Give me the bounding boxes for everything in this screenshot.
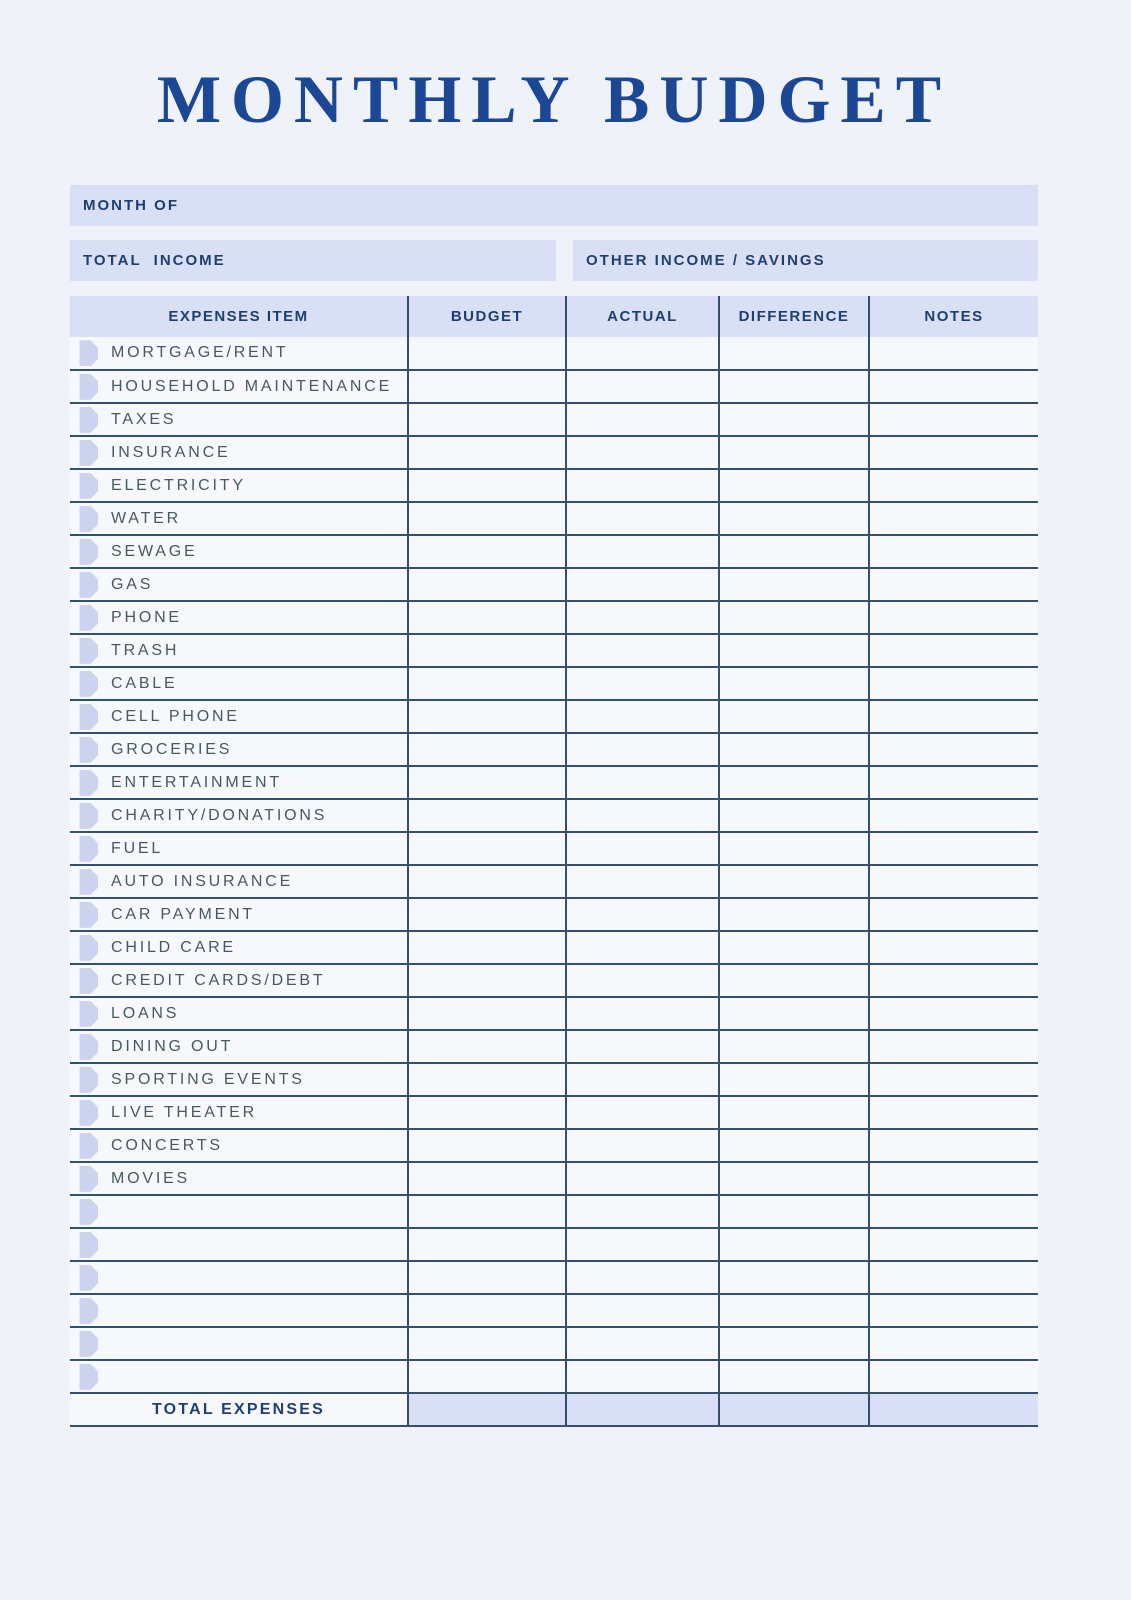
expense-row bbox=[70, 403, 1038, 436]
expense-item-cell bbox=[70, 931, 408, 964]
budget-cell[interactable] bbox=[408, 337, 566, 370]
octagon-bullet-icon bbox=[72, 1199, 98, 1225]
expense-item-cell bbox=[70, 337, 408, 370]
actual-cell[interactable] bbox=[566, 1129, 719, 1162]
difference-cell[interactable] bbox=[719, 1162, 869, 1195]
expense-item-label: TRASH bbox=[111, 641, 180, 659]
actual-cell[interactable] bbox=[566, 766, 719, 799]
expense-item-label: CREDIT CARDS/DEBT bbox=[111, 971, 326, 989]
octagon-bullet-icon bbox=[72, 1232, 98, 1258]
notes-cell[interactable] bbox=[869, 733, 1038, 766]
month-of-field[interactable] bbox=[70, 185, 1038, 226]
actual-cell[interactable] bbox=[566, 634, 719, 667]
expense-row bbox=[70, 1030, 1038, 1063]
total-difference-cell[interactable] bbox=[719, 1393, 869, 1426]
month-of-label: MONTH OF bbox=[83, 197, 179, 215]
octagon-bullet-icon bbox=[72, 440, 98, 466]
expense-item-cell bbox=[70, 502, 408, 535]
actual-cell[interactable] bbox=[566, 700, 719, 733]
notes-cell[interactable] bbox=[869, 634, 1038, 667]
expense-row bbox=[70, 1294, 1038, 1327]
difference-cell[interactable] bbox=[719, 1261, 869, 1294]
budget-cell[interactable] bbox=[408, 1261, 566, 1294]
budget-cell[interactable] bbox=[408, 1162, 566, 1195]
actual-cell[interactable] bbox=[566, 799, 719, 832]
expense-item-label: CABLE bbox=[111, 674, 178, 692]
expenses-table-header bbox=[70, 296, 1038, 337]
notes-cell[interactable] bbox=[869, 1294, 1038, 1327]
expense-item-label: LIVE THEATER bbox=[111, 1103, 257, 1121]
total-actual-cell[interactable] bbox=[566, 1393, 719, 1426]
column-header-expenses-item: EXPENSES ITEM bbox=[70, 296, 408, 337]
octagon-bullet-icon bbox=[72, 340, 98, 366]
budget-cell[interactable] bbox=[408, 1030, 566, 1063]
difference-cell[interactable] bbox=[719, 1129, 869, 1162]
octagon-bullet-icon bbox=[72, 572, 98, 598]
octagon-bullet-icon bbox=[72, 770, 98, 796]
expense-row bbox=[70, 766, 1038, 799]
octagon-bullet-icon bbox=[72, 1001, 98, 1027]
total-budget-cell[interactable] bbox=[408, 1393, 566, 1426]
expenses-table bbox=[70, 296, 1038, 1427]
expense-row bbox=[70, 1162, 1038, 1195]
expense-item-cell bbox=[70, 733, 408, 766]
octagon-bullet-icon bbox=[72, 836, 98, 862]
difference-cell[interactable] bbox=[719, 370, 869, 403]
notes-cell[interactable] bbox=[869, 436, 1038, 469]
budget-cell[interactable] bbox=[408, 898, 566, 931]
expense-item-label: CHILD CARE bbox=[111, 938, 236, 956]
difference-cell[interactable] bbox=[719, 337, 869, 370]
actual-cell[interactable] bbox=[566, 337, 719, 370]
octagon-bullet-icon bbox=[72, 1034, 98, 1060]
expense-item-cell bbox=[70, 436, 408, 469]
expense-item-label: ENTERTAINMENT bbox=[111, 773, 282, 791]
difference-cell[interactable] bbox=[719, 700, 869, 733]
difference-cell[interactable] bbox=[719, 898, 869, 931]
expense-item-cell bbox=[70, 1030, 408, 1063]
octagon-bullet-icon bbox=[72, 1166, 98, 1192]
budget-cell[interactable] bbox=[408, 1228, 566, 1261]
actual-cell[interactable] bbox=[566, 898, 719, 931]
expense-item-label: GAS bbox=[111, 575, 154, 593]
budget-cell[interactable] bbox=[408, 799, 566, 832]
expense-item-cell bbox=[70, 1096, 408, 1129]
octagon-bullet-icon bbox=[72, 803, 98, 829]
expense-row bbox=[70, 964, 1038, 997]
expense-row bbox=[70, 799, 1038, 832]
budget-cell[interactable] bbox=[408, 535, 566, 568]
expense-item-label: HOUSEHOLD MAINTENANCE bbox=[111, 377, 393, 395]
expense-row bbox=[70, 469, 1038, 502]
expense-item-label: ELECTRICITY bbox=[111, 476, 246, 494]
actual-cell[interactable] bbox=[566, 1195, 719, 1228]
actual-cell[interactable] bbox=[566, 964, 719, 997]
expense-item-cell bbox=[70, 634, 408, 667]
expense-item-label: LOANS bbox=[111, 1004, 180, 1022]
difference-cell[interactable] bbox=[719, 535, 869, 568]
difference-cell[interactable] bbox=[719, 964, 869, 997]
actual-cell[interactable] bbox=[566, 436, 719, 469]
expense-item-label: CELL PHONE bbox=[111, 707, 240, 725]
total-expenses-label: TOTAL EXPENSES bbox=[70, 1393, 408, 1426]
total-income-field[interactable] bbox=[70, 240, 556, 281]
budget-cell[interactable] bbox=[408, 1096, 566, 1129]
expense-item-cell bbox=[70, 832, 408, 865]
difference-cell[interactable] bbox=[719, 634, 869, 667]
expense-item-cell bbox=[70, 1195, 408, 1228]
octagon-bullet-icon bbox=[72, 473, 98, 499]
expense-row bbox=[70, 997, 1038, 1030]
actual-cell[interactable] bbox=[566, 601, 719, 634]
octagon-bullet-icon bbox=[72, 869, 98, 895]
expense-row bbox=[70, 1327, 1038, 1360]
notes-cell[interactable] bbox=[869, 799, 1038, 832]
expense-item-cell bbox=[70, 370, 408, 403]
budget-cell[interactable] bbox=[408, 931, 566, 964]
difference-cell[interactable] bbox=[719, 568, 869, 601]
actual-cell[interactable] bbox=[566, 931, 719, 964]
expense-item-cell bbox=[70, 403, 408, 436]
expense-item-label: MOVIES bbox=[111, 1169, 191, 1187]
notes-cell[interactable] bbox=[869, 898, 1038, 931]
column-header-actual: ACTUAL bbox=[566, 296, 719, 337]
notes-cell[interactable] bbox=[869, 403, 1038, 436]
expense-row bbox=[70, 502, 1038, 535]
budget-cell[interactable] bbox=[408, 766, 566, 799]
expense-item-cell bbox=[70, 535, 408, 568]
difference-cell[interactable] bbox=[719, 766, 869, 799]
expense-item-cell bbox=[70, 700, 408, 733]
expense-item-label: AUTO INSURANCE bbox=[111, 872, 294, 890]
notes-cell[interactable] bbox=[869, 337, 1038, 370]
expense-item-label: DINING OUT bbox=[111, 1037, 234, 1055]
expense-item-cell bbox=[70, 568, 408, 601]
expense-item-cell bbox=[70, 601, 408, 634]
actual-cell[interactable] bbox=[566, 568, 719, 601]
octagon-bullet-icon bbox=[72, 1331, 98, 1357]
budget-cell[interactable] bbox=[408, 865, 566, 898]
total-notes-cell[interactable] bbox=[869, 1393, 1038, 1426]
expense-item-cell bbox=[70, 898, 408, 931]
budget-cell[interactable] bbox=[408, 733, 566, 766]
difference-cell[interactable] bbox=[719, 997, 869, 1030]
octagon-bullet-icon bbox=[72, 968, 98, 994]
expense-row bbox=[70, 832, 1038, 865]
budget-cell[interactable] bbox=[408, 964, 566, 997]
expense-row bbox=[70, 1129, 1038, 1162]
budget-cell[interactable] bbox=[408, 1063, 566, 1096]
difference-cell[interactable] bbox=[719, 403, 869, 436]
notes-cell[interactable] bbox=[869, 1129, 1038, 1162]
notes-cell[interactable] bbox=[869, 370, 1038, 403]
expense-item-cell bbox=[70, 667, 408, 700]
notes-cell[interactable] bbox=[869, 601, 1038, 634]
difference-cell[interactable] bbox=[719, 436, 869, 469]
notes-cell[interactable] bbox=[869, 832, 1038, 865]
expense-item-cell bbox=[70, 964, 408, 997]
expense-item-label: PHONE bbox=[111, 608, 182, 626]
expense-row bbox=[70, 700, 1038, 733]
expense-item-cell bbox=[70, 1294, 408, 1327]
difference-cell[interactable] bbox=[719, 865, 869, 898]
difference-cell[interactable] bbox=[719, 1294, 869, 1327]
expense-row bbox=[70, 1360, 1038, 1393]
budget-cell[interactable] bbox=[408, 1195, 566, 1228]
budget-cell[interactable] bbox=[408, 997, 566, 1030]
notes-cell[interactable] bbox=[869, 1063, 1038, 1096]
budget-cell[interactable] bbox=[408, 502, 566, 535]
difference-cell[interactable] bbox=[719, 1228, 869, 1261]
notes-cell[interactable] bbox=[869, 1327, 1038, 1360]
difference-cell[interactable] bbox=[719, 469, 869, 502]
actual-cell[interactable] bbox=[566, 370, 719, 403]
expense-row bbox=[70, 337, 1038, 370]
octagon-bullet-icon bbox=[72, 737, 98, 763]
total-expenses-row bbox=[70, 1393, 1038, 1426]
difference-cell[interactable] bbox=[719, 931, 869, 964]
other-income-savings-field[interactable] bbox=[573, 240, 1038, 281]
difference-cell[interactable] bbox=[719, 1360, 869, 1393]
expense-item-label: SEWAGE bbox=[111, 542, 198, 560]
expense-item-label: CONCERTS bbox=[111, 1136, 223, 1154]
difference-cell[interactable] bbox=[719, 1327, 869, 1360]
octagon-bullet-icon bbox=[72, 1364, 98, 1390]
notes-cell[interactable] bbox=[869, 1228, 1038, 1261]
octagon-bullet-icon bbox=[72, 407, 98, 433]
difference-cell[interactable] bbox=[719, 667, 869, 700]
difference-cell[interactable] bbox=[719, 832, 869, 865]
notes-cell[interactable] bbox=[869, 964, 1038, 997]
difference-cell[interactable] bbox=[719, 1030, 869, 1063]
notes-cell[interactable] bbox=[869, 1162, 1038, 1195]
octagon-bullet-icon bbox=[72, 605, 98, 631]
octagon-bullet-icon bbox=[72, 704, 98, 730]
octagon-bullet-icon bbox=[72, 506, 98, 532]
expense-row bbox=[70, 568, 1038, 601]
expense-item-label: SPORTING EVENTS bbox=[111, 1070, 305, 1088]
expense-item-label: CAR PAYMENT bbox=[111, 905, 255, 923]
budget-cell[interactable] bbox=[408, 403, 566, 436]
expense-item-cell bbox=[70, 469, 408, 502]
difference-cell[interactable] bbox=[719, 502, 869, 535]
expense-item-cell bbox=[70, 865, 408, 898]
octagon-bullet-icon bbox=[72, 638, 98, 664]
notes-cell[interactable] bbox=[869, 997, 1038, 1030]
notes-cell[interactable] bbox=[869, 1261, 1038, 1294]
budget-cell[interactable] bbox=[408, 601, 566, 634]
budget-cell[interactable] bbox=[408, 832, 566, 865]
expense-row bbox=[70, 1228, 1038, 1261]
actual-cell[interactable] bbox=[566, 1228, 719, 1261]
notes-cell[interactable] bbox=[869, 1360, 1038, 1393]
expense-item-cell bbox=[70, 1360, 408, 1393]
total-income-label: TOTAL INCOME bbox=[83, 252, 226, 270]
budget-page bbox=[70, 0, 1038, 1427]
actual-cell[interactable] bbox=[566, 469, 719, 502]
notes-cell[interactable] bbox=[869, 700, 1038, 733]
notes-cell[interactable] bbox=[869, 766, 1038, 799]
actual-cell[interactable] bbox=[566, 997, 719, 1030]
octagon-bullet-icon bbox=[72, 539, 98, 565]
expense-item-cell bbox=[70, 1261, 408, 1294]
budget-cell[interactable] bbox=[408, 1294, 566, 1327]
expense-item-label: CHARITY/DONATIONS bbox=[111, 806, 328, 824]
notes-cell[interactable] bbox=[869, 535, 1038, 568]
notes-cell[interactable] bbox=[869, 469, 1038, 502]
notes-cell[interactable] bbox=[869, 568, 1038, 601]
notes-cell[interactable] bbox=[869, 667, 1038, 700]
actual-cell[interactable] bbox=[566, 1261, 719, 1294]
octagon-bullet-icon bbox=[72, 1298, 98, 1324]
octagon-bullet-icon bbox=[72, 1265, 98, 1291]
actual-cell[interactable] bbox=[566, 1096, 719, 1129]
notes-cell[interactable] bbox=[869, 1030, 1038, 1063]
expense-item-cell bbox=[70, 1129, 408, 1162]
actual-cell[interactable] bbox=[566, 1294, 719, 1327]
expense-item-cell bbox=[70, 799, 408, 832]
expense-item-label: FUEL bbox=[111, 839, 164, 857]
budget-cell[interactable] bbox=[408, 370, 566, 403]
actual-cell[interactable] bbox=[566, 865, 719, 898]
actual-cell[interactable] bbox=[566, 1030, 719, 1063]
notes-cell[interactable] bbox=[869, 1096, 1038, 1129]
budget-cell[interactable] bbox=[408, 436, 566, 469]
actual-cell[interactable] bbox=[566, 832, 719, 865]
budget-cell[interactable] bbox=[408, 1360, 566, 1393]
actual-cell[interactable] bbox=[566, 1360, 719, 1393]
difference-cell[interactable] bbox=[719, 1063, 869, 1096]
expenses-table-body bbox=[70, 337, 1038, 1393]
actual-cell[interactable] bbox=[566, 535, 719, 568]
expense-row bbox=[70, 898, 1038, 931]
expense-row bbox=[70, 865, 1038, 898]
budget-cell[interactable] bbox=[408, 634, 566, 667]
octagon-bullet-icon bbox=[72, 1067, 98, 1093]
expense-item-cell bbox=[70, 997, 408, 1030]
budget-cell[interactable] bbox=[408, 1327, 566, 1360]
budget-cell[interactable] bbox=[408, 700, 566, 733]
difference-cell[interactable] bbox=[719, 733, 869, 766]
expense-row bbox=[70, 931, 1038, 964]
difference-cell[interactable] bbox=[719, 1195, 869, 1228]
actual-cell[interactable] bbox=[566, 733, 719, 766]
expense-row bbox=[70, 436, 1038, 469]
budget-cell[interactable] bbox=[408, 667, 566, 700]
income-section bbox=[70, 240, 1038, 281]
actual-cell[interactable] bbox=[566, 1327, 719, 1360]
expense-row bbox=[70, 1063, 1038, 1096]
actual-cell[interactable] bbox=[566, 1162, 719, 1195]
budget-cell[interactable] bbox=[408, 469, 566, 502]
notes-cell[interactable] bbox=[869, 1195, 1038, 1228]
octagon-bullet-icon bbox=[72, 1100, 98, 1126]
expense-row bbox=[70, 535, 1038, 568]
octagon-bullet-icon bbox=[72, 374, 98, 400]
expense-item-label: MORTGAGE/RENT bbox=[111, 344, 289, 362]
expense-row bbox=[70, 733, 1038, 766]
expense-item-label: INSURANCE bbox=[111, 443, 231, 461]
column-header-difference: DIFFERENCE bbox=[719, 296, 869, 337]
notes-cell[interactable] bbox=[869, 502, 1038, 535]
difference-cell[interactable] bbox=[719, 1096, 869, 1129]
page-title: MONTHLY BUDGET bbox=[156, 61, 952, 137]
actual-cell[interactable] bbox=[566, 403, 719, 436]
expense-item-cell bbox=[70, 1228, 408, 1261]
other-income-savings-label: OTHER INCOME / SAVINGS bbox=[586, 252, 826, 270]
expense-row bbox=[70, 1261, 1038, 1294]
expense-item-cell bbox=[70, 1162, 408, 1195]
actual-cell[interactable] bbox=[566, 502, 719, 535]
expense-row bbox=[70, 667, 1038, 700]
expense-row bbox=[70, 1195, 1038, 1228]
notes-cell[interactable] bbox=[869, 931, 1038, 964]
expense-row bbox=[70, 370, 1038, 403]
difference-cell[interactable] bbox=[719, 799, 869, 832]
expense-item-label: GROCERIES bbox=[111, 740, 233, 758]
budget-cell[interactable] bbox=[408, 568, 566, 601]
octagon-bullet-icon bbox=[72, 1133, 98, 1159]
expense-item-label: TAXES bbox=[111, 410, 177, 428]
octagon-bullet-icon bbox=[72, 902, 98, 928]
budget-cell[interactable] bbox=[408, 1129, 566, 1162]
expense-item-cell bbox=[70, 1327, 408, 1360]
difference-cell[interactable] bbox=[719, 601, 869, 634]
expense-row bbox=[70, 601, 1038, 634]
column-header-notes: NOTES bbox=[869, 296, 1038, 337]
expense-item-cell bbox=[70, 766, 408, 799]
expense-row bbox=[70, 634, 1038, 667]
expense-row bbox=[70, 1096, 1038, 1129]
expense-item-label: WATER bbox=[111, 509, 181, 527]
actual-cell[interactable] bbox=[566, 1063, 719, 1096]
notes-cell[interactable] bbox=[869, 865, 1038, 898]
actual-cell[interactable] bbox=[566, 667, 719, 700]
octagon-bullet-icon bbox=[72, 935, 98, 961]
column-header-budget: BUDGET bbox=[408, 296, 566, 337]
expense-item-cell bbox=[70, 1063, 408, 1096]
octagon-bullet-icon bbox=[72, 671, 98, 697]
